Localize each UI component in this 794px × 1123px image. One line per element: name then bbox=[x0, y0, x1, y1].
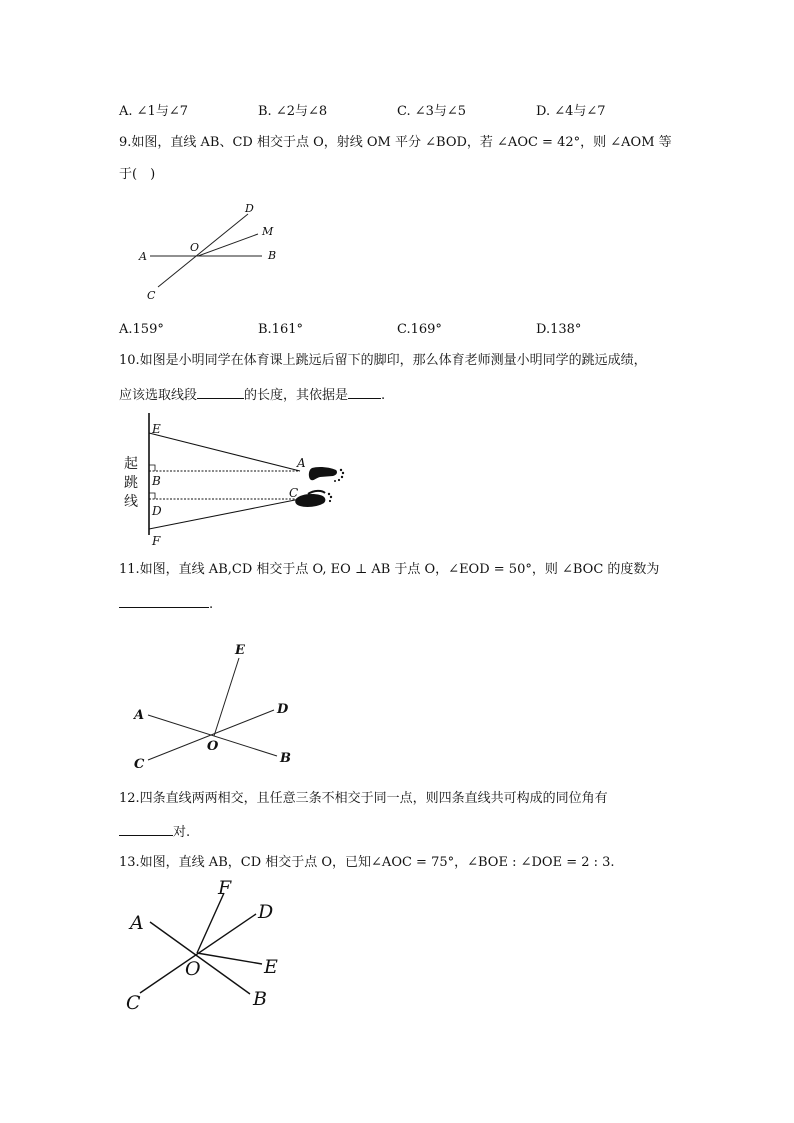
q9-option-d: D.138° bbox=[536, 322, 582, 337]
q10-label-a: A bbox=[297, 456, 306, 470]
q13-label-d: D bbox=[258, 901, 274, 923]
q11-label-a: A bbox=[134, 708, 145, 723]
q8-option-d: D. ∠4与∠7 bbox=[536, 104, 606, 119]
q12-stem-line1: 12.四条直线两两相交，且任意三条不相交于同一点，则四条直线共可构成的同位角有 bbox=[119, 791, 608, 806]
q9-option-a: A.159° bbox=[119, 322, 164, 337]
q8-option-c: C. ∠3与∠5 bbox=[397, 104, 467, 119]
q10-side-char-1: 起 bbox=[124, 456, 138, 472]
q10-label-d: D bbox=[152, 504, 162, 518]
q11-label-o: O bbox=[207, 739, 219, 754]
q9-label-a: A bbox=[139, 250, 147, 263]
q11-label-b: B bbox=[280, 751, 291, 766]
q13-ray-of bbox=[197, 893, 224, 953]
q10-side-char-3: 线 bbox=[124, 494, 138, 510]
q9-option-c: C.169° bbox=[397, 322, 442, 337]
q10-stem-line1: 10.如图是小明同学在体育课上跳远后留下的脚印，那么体育老师测量小明同学的跳远成绩， bbox=[119, 353, 647, 368]
q10-label-b: B bbox=[152, 474, 161, 488]
q11-label-d: D bbox=[277, 702, 289, 717]
q9-label-d: D bbox=[245, 202, 254, 215]
q11-stem-line1: 11.如图，直线 AB,CD 相交于点 O, EO ⊥ AB 于点 O，∠EOD = 50°，则 ∠BOC 的度数为 bbox=[119, 562, 660, 577]
q10-stem-part1: 应该选取线段 bbox=[119, 388, 198, 403]
q13-label-a: A bbox=[130, 912, 144, 934]
q13-label-c: C bbox=[126, 992, 141, 1014]
q10-stem-part3: . bbox=[381, 388, 386, 403]
q8-option-a: A. ∠1与∠7 bbox=[119, 104, 188, 119]
q9-stem-line2: 于( ) bbox=[119, 167, 156, 182]
q10-stem-part2: 的长度，其依据是 bbox=[244, 388, 349, 403]
q8-option-b: B. ∠2与∠8 bbox=[258, 104, 328, 119]
q9-label-o: O bbox=[190, 241, 200, 254]
q9-stem-line1: 9.如图，直线 AB、CD 相交于点 O，射线 OM 平分 ∠BOD，若 ∠AOC = 42°，则 ∠AOM 等 bbox=[119, 135, 672, 150]
q13-label-f: F bbox=[218, 877, 232, 899]
q10-label-e: E bbox=[152, 422, 161, 436]
q11-stem-end: . bbox=[209, 597, 214, 612]
q12-stem-end: 对. bbox=[173, 825, 191, 840]
q11-label-e: E bbox=[235, 643, 245, 658]
q10-label-f: F bbox=[152, 534, 161, 548]
q11-label-c: C bbox=[134, 757, 145, 772]
q9-label-c: C bbox=[147, 289, 156, 302]
q10-side-char-2: 跳 bbox=[124, 475, 138, 491]
q13-label-b: B bbox=[253, 988, 267, 1010]
q9-option-b: B.161° bbox=[258, 322, 303, 337]
q13-stem-line1: 13.如图，直线 AB，CD 相交于点 O，已知∠AOC = 75°，∠BOE : ∠DOE = 2 : 3. bbox=[119, 855, 615, 870]
q9-label-b: B bbox=[268, 249, 277, 262]
q9-label-m: M bbox=[262, 225, 274, 238]
q13-label-o: O bbox=[185, 958, 201, 980]
q10-label-c: C bbox=[289, 486, 299, 500]
q13-label-e: E bbox=[264, 956, 278, 978]
